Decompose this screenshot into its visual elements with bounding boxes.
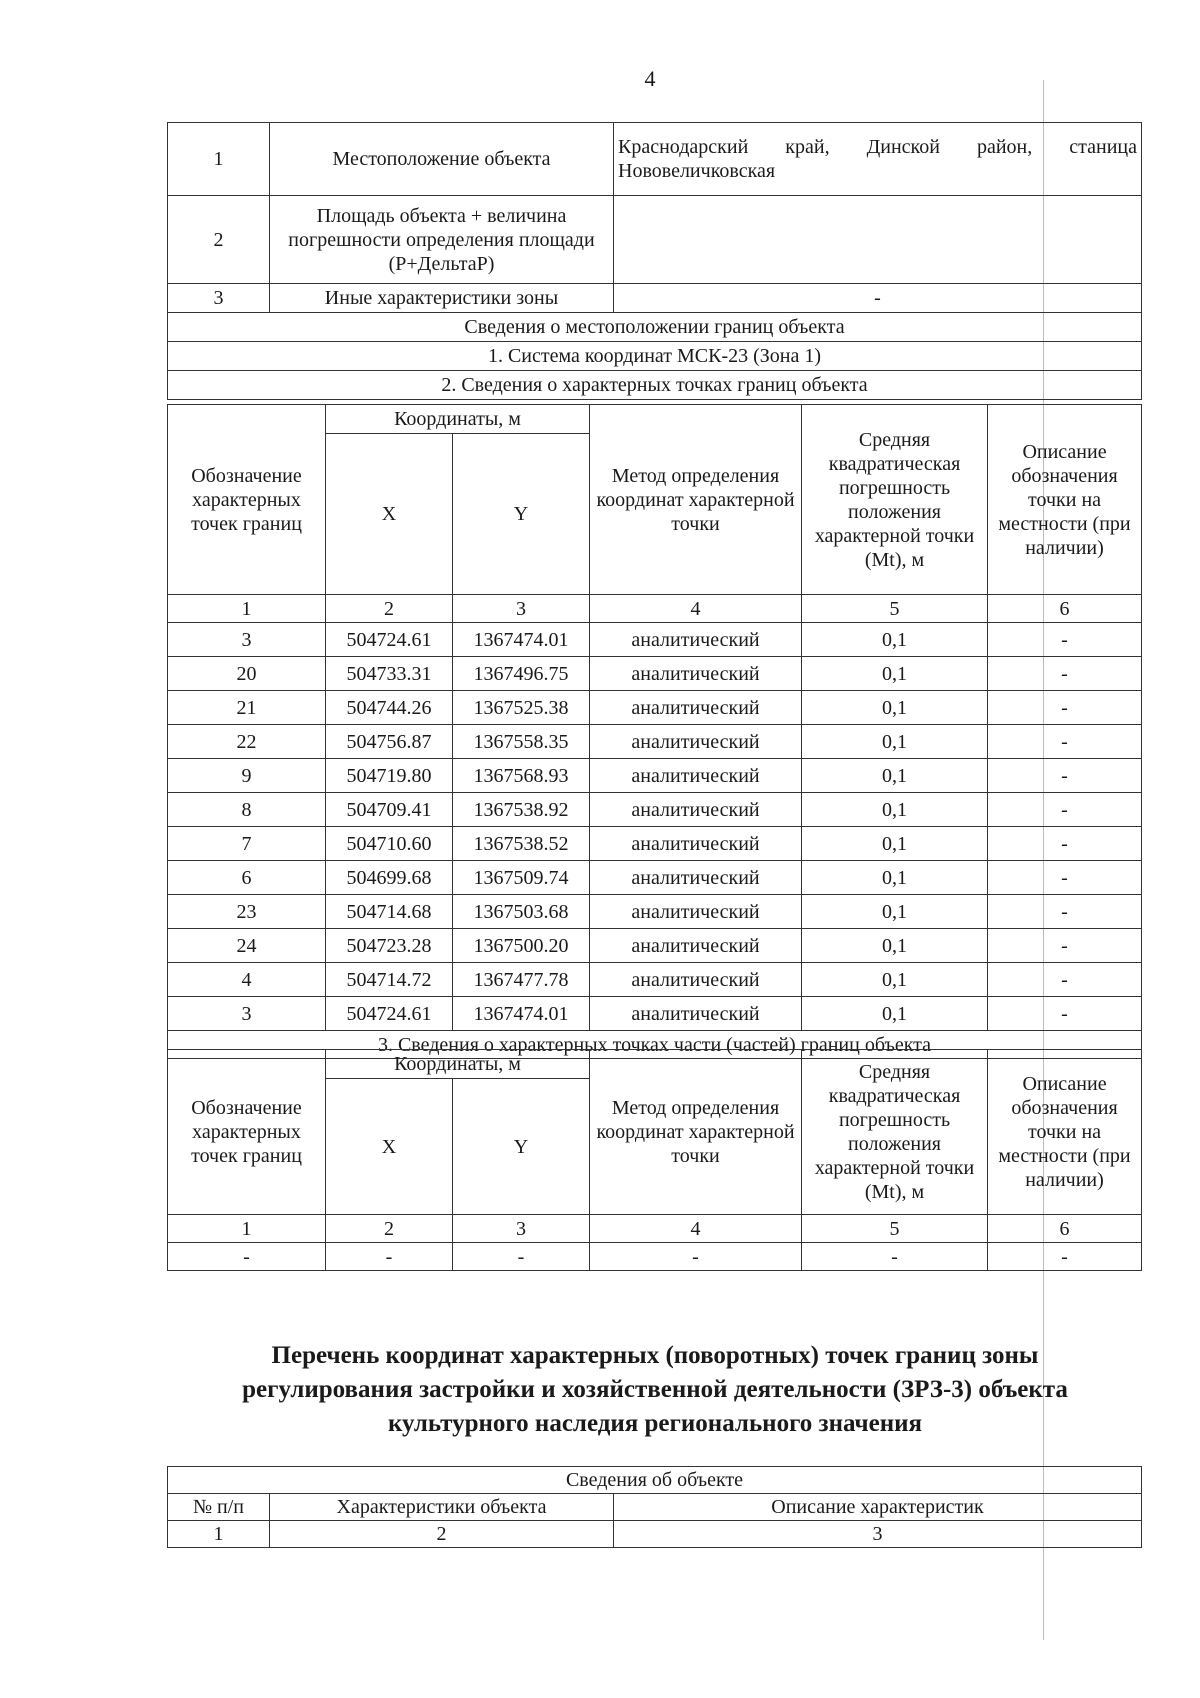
header-x: X bbox=[326, 1079, 453, 1215]
point-id: 8 bbox=[168, 793, 326, 827]
zrz3-heading bbox=[150, 1339, 1160, 1441]
cell-empty: - bbox=[590, 1243, 802, 1271]
info-row-value: Краснодарский край, Динской район, станица Нововеличковская bbox=[614, 123, 1142, 196]
point-x: 504733.31 bbox=[326, 657, 453, 691]
header-char-description: Описание характеристик bbox=[614, 1494, 1142, 1521]
point-error: 0,1 bbox=[802, 997, 988, 1031]
table-row bbox=[168, 827, 1142, 861]
point-method: аналитический bbox=[590, 861, 802, 895]
col-number: 6 bbox=[988, 595, 1142, 623]
table-row bbox=[168, 623, 1142, 657]
header-method: Метод определения координат характерной точки bbox=[590, 405, 802, 595]
header-designation: Обозначение характерных точек границ bbox=[168, 405, 326, 595]
info-row-num: 1 bbox=[168, 123, 270, 196]
info-row-num: 2 bbox=[168, 196, 270, 284]
info-row-label: Площадь объекта + величина погрешности определения площади (P+ДельтаP) bbox=[270, 196, 614, 284]
cell-empty: - bbox=[326, 1243, 453, 1271]
point-x: 504724.61 bbox=[326, 997, 453, 1031]
table-row bbox=[168, 963, 1142, 997]
header-method: Метод определения координат характерной точки bbox=[590, 1050, 802, 1215]
points-section-title: 2. Сведения о характерных точках границ объекта bbox=[168, 371, 1142, 400]
header-num: № п/п bbox=[168, 1494, 270, 1521]
point-desc: - bbox=[988, 827, 1142, 861]
table-row bbox=[168, 793, 1142, 827]
coord-system-title: 1. Система координат МСК-23 (Зона 1) bbox=[168, 342, 1142, 371]
point-y: 1367500.20 bbox=[453, 929, 590, 963]
point-y: 1367509.74 bbox=[453, 861, 590, 895]
point-error: 0,1 bbox=[802, 691, 988, 725]
table-row bbox=[168, 929, 1142, 963]
col-number: 3 bbox=[614, 1521, 1142, 1548]
point-error: 0,1 bbox=[802, 963, 988, 997]
point-x: 504709.41 bbox=[326, 793, 453, 827]
table-row bbox=[168, 997, 1142, 1031]
table-row bbox=[168, 895, 1142, 929]
header-description: Описание обозначения точки на местности (при наличии) bbox=[988, 1050, 1142, 1215]
point-method: аналитический bbox=[590, 793, 802, 827]
point-x: 504699.68 bbox=[326, 861, 453, 895]
point-y: 1367525.38 bbox=[453, 691, 590, 725]
point-desc: - bbox=[988, 759, 1142, 793]
point-method: аналитический bbox=[590, 759, 802, 793]
col-number: 2 bbox=[326, 1215, 453, 1243]
col-number: 1 bbox=[168, 595, 326, 623]
object-info-table bbox=[167, 122, 1142, 400]
table-row bbox=[168, 725, 1142, 759]
point-x: 504756.87 bbox=[326, 725, 453, 759]
point-y: 1367538.92 bbox=[453, 793, 590, 827]
point-method: аналитический bbox=[590, 997, 802, 1031]
page-number: 4 bbox=[644, 66, 656, 91]
point-method: аналитический bbox=[590, 929, 802, 963]
col-number: 3 bbox=[453, 1215, 590, 1243]
col-number: 2 bbox=[270, 1521, 614, 1548]
point-method: аналитический bbox=[590, 963, 802, 997]
point-method: аналитический bbox=[590, 827, 802, 861]
point-x: 504723.28 bbox=[326, 929, 453, 963]
point-id: 24 bbox=[168, 929, 326, 963]
table-row bbox=[168, 759, 1142, 793]
info-row-other bbox=[168, 284, 1142, 313]
table-row bbox=[168, 691, 1142, 725]
header-y: Y bbox=[453, 1079, 590, 1215]
point-y: 1367538.52 bbox=[453, 827, 590, 861]
col-number: 2 bbox=[326, 595, 453, 623]
point-method: аналитический bbox=[590, 895, 802, 929]
col-number: 1 bbox=[168, 1521, 270, 1548]
info-row-area bbox=[168, 196, 1142, 284]
point-y: 1367503.68 bbox=[453, 895, 590, 929]
point-error: 0,1 bbox=[802, 929, 988, 963]
parts-empty-row bbox=[168, 1243, 1142, 1271]
point-error: 0,1 bbox=[802, 895, 988, 929]
point-x: 504744.26 bbox=[326, 691, 453, 725]
point-y: 1367474.01 bbox=[453, 997, 590, 1031]
zrz3-table-title: Сведения об объекте bbox=[168, 1467, 1142, 1494]
point-id: 20 bbox=[168, 657, 326, 691]
point-desc: - bbox=[988, 861, 1142, 895]
header-y: Y bbox=[453, 434, 590, 595]
point-method: аналитический bbox=[590, 725, 802, 759]
header-description: Описание обозначения точки на местности (при наличии) bbox=[988, 405, 1142, 595]
column-number-row bbox=[168, 1215, 1142, 1243]
point-id: 23 bbox=[168, 895, 326, 929]
point-desc: - bbox=[988, 963, 1142, 997]
cell-empty: - bbox=[802, 1243, 988, 1271]
point-id: 3 bbox=[168, 997, 326, 1031]
point-desc: - bbox=[988, 793, 1142, 827]
point-method: аналитический bbox=[590, 623, 802, 657]
points-table bbox=[167, 404, 1142, 1059]
point-id: 7 bbox=[168, 827, 326, 861]
info-row-value: - bbox=[614, 284, 1142, 313]
table-row bbox=[168, 861, 1142, 895]
point-id: 3 bbox=[168, 623, 326, 657]
header-designation: Обозначение характерных точек границ bbox=[168, 1050, 326, 1215]
point-desc: - bbox=[988, 929, 1142, 963]
point-y: 1367496.75 bbox=[453, 657, 590, 691]
heading-line: Перечень координат характерных (поворотных) точек границ зоны bbox=[271, 1342, 1039, 1369]
table-row bbox=[168, 657, 1142, 691]
point-y: 1367558.35 bbox=[453, 725, 590, 759]
col-number: 4 bbox=[590, 595, 802, 623]
info-row-label: Иные характеристики зоны bbox=[270, 284, 614, 313]
point-desc: - bbox=[988, 691, 1142, 725]
header-error: Средняя квадратическая погрешность положения характерной точки (Mt), м bbox=[802, 405, 988, 595]
point-desc: - bbox=[988, 657, 1142, 691]
cell-empty: - bbox=[168, 1243, 326, 1271]
point-y: 1367568.93 bbox=[453, 759, 590, 793]
header-characteristics: Характеристики объекта bbox=[270, 1494, 614, 1521]
point-error: 0,1 bbox=[802, 793, 988, 827]
point-error: 0,1 bbox=[802, 623, 988, 657]
info-row-location bbox=[168, 123, 1142, 196]
point-y: 1367477.78 bbox=[453, 963, 590, 997]
point-id: 4 bbox=[168, 963, 326, 997]
point-x: 504724.61 bbox=[326, 623, 453, 657]
col-number: 4 bbox=[590, 1215, 802, 1243]
point-id: 22 bbox=[168, 725, 326, 759]
info-row-label: Местоположение объекта bbox=[270, 123, 614, 196]
heading-line: регулирования застройки и хозяйственной деятельности (ЗРЗ-3) объекта bbox=[242, 1376, 1068, 1403]
point-method: аналитический bbox=[590, 691, 802, 725]
parts-table bbox=[167, 1049, 1142, 1271]
point-error: 0,1 bbox=[802, 827, 988, 861]
header-coords: Координаты, м bbox=[326, 1050, 590, 1079]
info-row-value bbox=[614, 196, 1142, 284]
point-error: 0,1 bbox=[802, 759, 988, 793]
point-error: 0,1 bbox=[802, 861, 988, 895]
point-id: 6 bbox=[168, 861, 326, 895]
point-x: 504719.80 bbox=[326, 759, 453, 793]
header-coords: Координаты, м bbox=[326, 405, 590, 434]
header-x: X bbox=[326, 434, 453, 595]
col-number: 1 bbox=[168, 1215, 326, 1243]
col-number: 6 bbox=[988, 1215, 1142, 1243]
info-row-num: 3 bbox=[168, 284, 270, 313]
point-desc: - bbox=[988, 997, 1142, 1031]
heading-line: культурного наследия регионального значения bbox=[387, 1410, 923, 1437]
cell-empty: - bbox=[988, 1243, 1142, 1271]
col-number: 5 bbox=[802, 595, 988, 623]
zrz3-object-table bbox=[167, 1466, 1142, 1548]
header-error: Средняя квадратическая погрешность положения характерной точки (Mt), м bbox=[802, 1050, 988, 1215]
boundaries-section-title: Сведения о местоположении границ объекта bbox=[168, 313, 1142, 342]
cell-empty: - bbox=[453, 1243, 590, 1271]
point-x: 504714.68 bbox=[326, 895, 453, 929]
point-desc: - bbox=[988, 623, 1142, 657]
point-error: 0,1 bbox=[802, 657, 988, 691]
col-number: 3 bbox=[453, 595, 590, 623]
point-error: 0,1 bbox=[802, 725, 988, 759]
point-desc: - bbox=[988, 725, 1142, 759]
point-x: 504714.72 bbox=[326, 963, 453, 997]
point-method: аналитический bbox=[590, 657, 802, 691]
point-desc: - bbox=[988, 895, 1142, 929]
col-number: 5 bbox=[802, 1215, 988, 1243]
column-number-row bbox=[168, 595, 1142, 623]
point-y: 1367474.01 bbox=[453, 623, 590, 657]
point-x: 504710.60 bbox=[326, 827, 453, 861]
point-id: 21 bbox=[168, 691, 326, 725]
parts-section-title: 3. Сведения о характерных точках части (частей) границ объекта bbox=[168, 1031, 1142, 1059]
point-id: 9 bbox=[168, 759, 326, 793]
